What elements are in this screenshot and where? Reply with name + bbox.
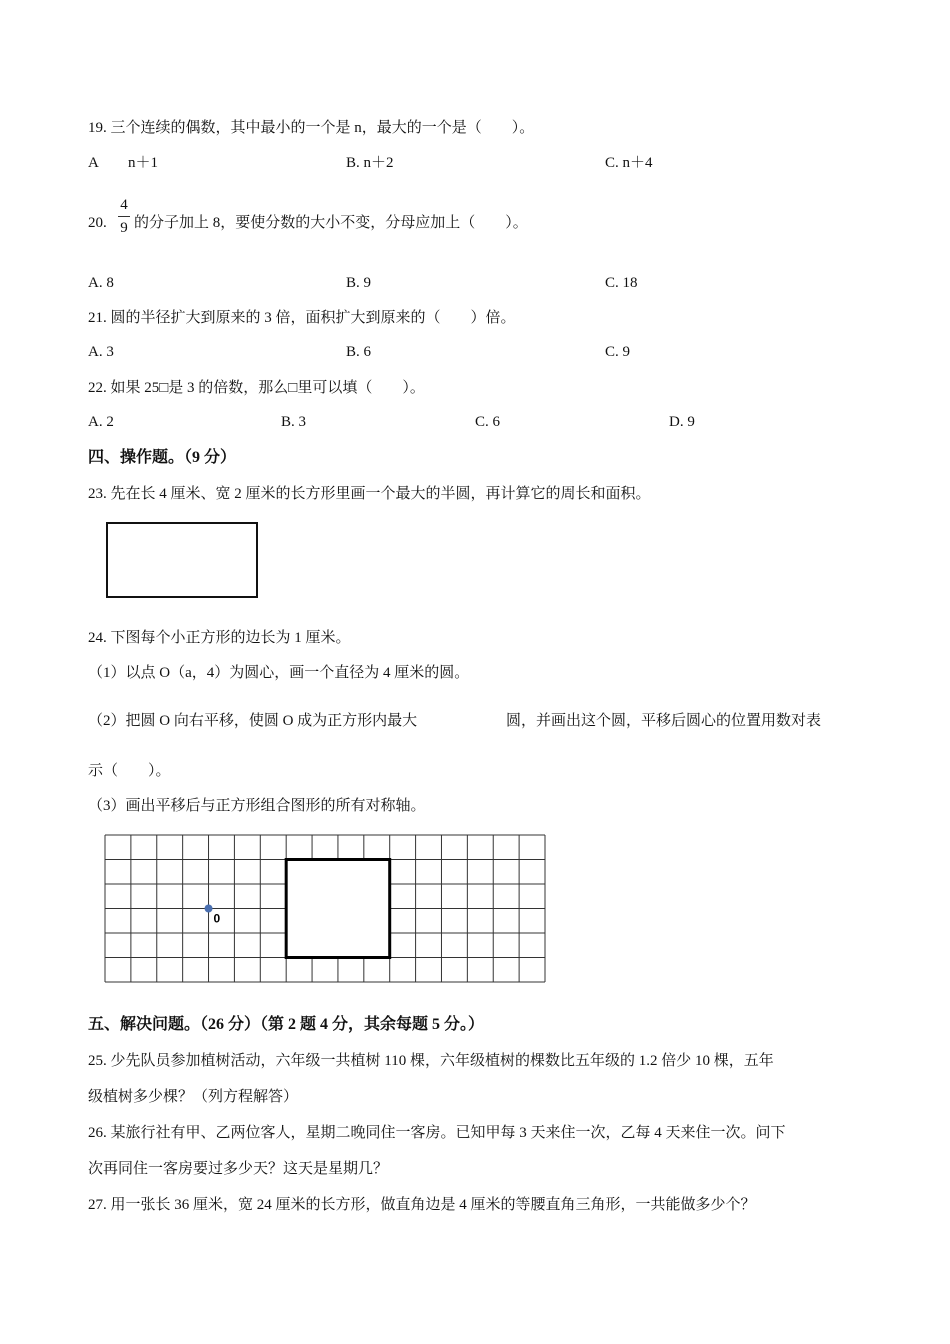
q21-option-a: A. 3 (88, 344, 114, 360)
q21-text: 21. 圆的半径扩大到原来的 3 倍，面积扩大到原来的（ ）倍。 (88, 310, 516, 326)
q22-option-a: A. 2 (88, 414, 114, 430)
q20-option-a: A. 8 (88, 275, 114, 291)
q22-option-d: D. 9 (669, 414, 695, 430)
q21-option-c: C. 9 (605, 344, 631, 360)
q26-text-line2: 次再同住一客房要过多少天？这天是星期几？ (88, 1161, 389, 1177)
fraction-denominator: 9 (120, 220, 128, 236)
q24-text: 24. 下图每个小正方形的边长为 1 厘米。 (88, 630, 351, 646)
q24-part1: （1）以点 O（a，4）为圆心，画一个直径为 4 厘米的圆。 (88, 665, 470, 681)
q20-option-b: B. 9 (346, 275, 372, 291)
q22-option-c: C. 6 (475, 414, 501, 430)
q24-part2-a: （2）把圆 O 向右平移，使圆 O 成为正方形内最大 (88, 713, 418, 729)
q20-number: 20. (88, 215, 107, 231)
section-5-title: 五、解决问题。（26 分）（第 2 题 4 分，其余每题 5 分。） (88, 1016, 485, 1033)
q24-part2-b: 圆，并画出这个圆，平移后圆心的位置用数对表 (506, 713, 822, 729)
q24-part2-c: 示（ ）。 (88, 763, 171, 779)
q22-option-b: B. 3 (281, 414, 307, 430)
point-o-label: 0 (213, 911, 221, 926)
fraction-numerator: 4 (120, 197, 128, 213)
q20-option-c: C. 18 (605, 275, 638, 291)
q24-part3: （3）画出平移后与正方形组合图形的所有对称轴。 (88, 798, 426, 814)
q19-option-b: B. n＋2 (346, 155, 394, 171)
q25-text-line2: 级植树多少棵？（列方程解答） (88, 1089, 299, 1105)
q19-option-c: C. n＋4 (605, 155, 653, 171)
square-figure (286, 860, 390, 958)
point-o (205, 905, 213, 913)
q23-text: 23. 先在长 4 厘米、宽 2 厘米的长方形里画一个最大的半圆，再计算它的周长和面积。 (88, 486, 651, 502)
section-4-title: 四、操作题。（9 分） (88, 449, 237, 466)
q21-option-b: B. 6 (346, 344, 372, 360)
q25-text-line1: 25. 少先队员参加植树活动，六年级一共植树 110 棵，六年级植树的棵数比五年级的 1.2 倍少 10 棵，五年 (88, 1053, 774, 1069)
q27-text: 27. 用一张长 36 厘米，宽 24 厘米的长方形，做直角边是 4 厘米的等腰直角三角形，一共能做多少个？ (88, 1197, 756, 1213)
q19-text: 19. 三个连续的偶数，其中最小的一个是 n，最大的一个是（ ）。 (88, 120, 535, 136)
q19-option-a: A n＋1 (88, 155, 159, 171)
q26-text-line1: 26. 某旅行社有甲、乙两位客人，星期二晚同住一客房。已知甲每 3 天来住一次，乙每 4 天来住一次。问下 (88, 1125, 786, 1141)
q22-text: 22. 如果 25□是 3 的倍数，那么□里可以填（ ）。 (88, 380, 425, 396)
q20-text: 的分子加上 8，要使分数的大小不变，分母应加上（ ）。 (134, 215, 528, 231)
